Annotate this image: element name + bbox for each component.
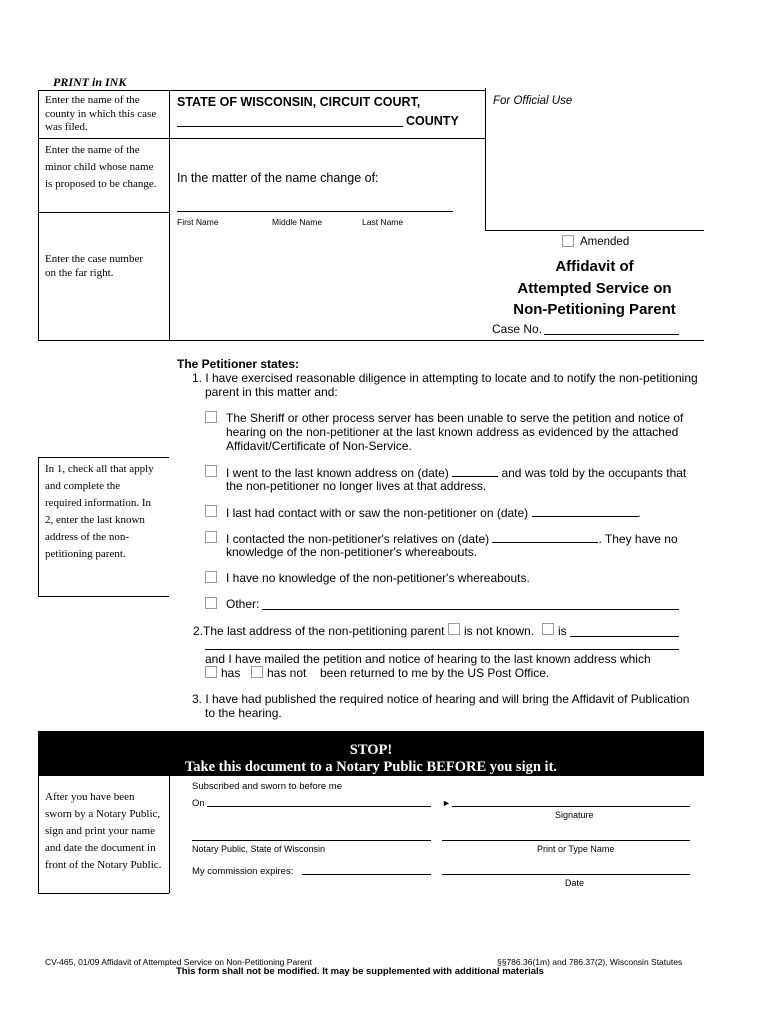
contact-text: I last had contact with or saw the non-petitioner on (date)	[226, 506, 532, 520]
commission-label: My commission expires:	[192, 866, 294, 877]
statutes: §§786.36(1m) and 786.37(2), Wisconsin Statutes	[497, 957, 683, 967]
instructions-left-rule	[38, 457, 39, 596]
sheriff-checkbox[interactable]	[205, 411, 217, 423]
county-row-rule	[38, 138, 486, 139]
header-bottom-rule	[38, 340, 704, 341]
address-date-field[interactable]	[452, 465, 498, 477]
other-label: Other:	[226, 597, 260, 611]
instructions-top-rule	[38, 457, 169, 458]
address-line-2: the non-petitioner no longer lives at that address.	[226, 479, 487, 493]
contact-checkbox[interactable]	[205, 505, 217, 517]
signature-arrow-icon: ►	[442, 798, 451, 808]
form-id: CV-465, 01/09 Affidavit of Attempted Service on Non-Petitioning Parent	[45, 957, 312, 967]
address-is-checkbox[interactable]	[542, 623, 554, 635]
has-checkbox[interactable]	[205, 666, 217, 678]
side-note-case-number: Enter the case number on the far right.	[45, 253, 144, 279]
print-name-field[interactable]	[442, 840, 690, 841]
other-checkbox[interactable]	[205, 597, 217, 609]
amended-label: Amended	[580, 236, 630, 248]
other-field[interactable]	[262, 597, 679, 610]
contact-line: I last had contact with or saw the non-petitioner on (date) .	[226, 506, 641, 520]
sheriff-line-3: Affidavit/Certificate of Non-Service.	[226, 439, 412, 453]
official-use-left-rule	[485, 88, 486, 230]
notary-public-label: Notary Public, State of Wisconsin	[192, 844, 326, 854]
commission-field[interactable]	[302, 874, 431, 875]
child-name-field[interactable]	[177, 199, 453, 212]
last-address-field-1[interactable]	[570, 624, 679, 637]
no-knowledge-checkbox[interactable]	[205, 571, 217, 583]
last-name-label: Last Name	[362, 217, 404, 227]
print-name-label: Print or Type Name	[537, 844, 615, 854]
official-use-bottom-rule	[485, 230, 704, 231]
signature-field[interactable]	[452, 806, 690, 807]
address-is-label: is	[558, 624, 567, 638]
stop-title: STOP!	[349, 742, 393, 758]
stop-subtitle: Take this document to a Notary Public BEFORE you sign it.	[184, 759, 558, 775]
notary-side-left-rule	[38, 776, 39, 893]
address-text-a: I went to the last known address on (date)	[226, 466, 453, 480]
title-line-2: Attempted Service on	[517, 279, 672, 297]
relatives-text-b: . They have no	[598, 532, 678, 546]
sheriff-line-1: The Sheriff or other process server has been unable to serve the petition and notice of	[226, 411, 684, 425]
print-in-ink: PRINT in INK	[53, 75, 127, 89]
title-line-3: Non-Petitioning Parent	[513, 301, 676, 318]
stop-banner	[38, 731, 704, 776]
item1-line1: 1. I have exercised reasonable diligence in attempting to locate and to notify the non-petitioning	[192, 371, 698, 385]
mailed-line: and I have mailed the petition and notice of hearing to the last known address which	[205, 652, 651, 666]
subscribed-label: Subscribed and sworn to before me	[192, 781, 342, 792]
no-knowledge-line: I have no knowledge of the non-petitioner's whereabouts.	[226, 571, 530, 585]
relatives-checkbox[interactable]	[205, 531, 217, 543]
court-line: STATE OF WISCONSIN, CIRCUIT COURT,	[177, 95, 421, 109]
notary-side-bottom-rule	[38, 893, 169, 894]
matter-label: In the matter of the name change of:	[177, 171, 379, 185]
returned-label: been returned to me by the US Post Office.	[320, 666, 550, 680]
header-top-rule	[38, 90, 486, 91]
middle-name-label: Middle Name	[272, 217, 323, 227]
petitioner-states: The Petitioner states:	[177, 357, 300, 371]
relatives-line-2: knowledge of the non-petitioner's whereabouts.	[226, 545, 478, 559]
official-use-label: For Official Use	[493, 95, 573, 107]
header-divider-rule	[169, 90, 170, 340]
date-label: Date	[565, 878, 585, 888]
first-name-label: First Name	[177, 217, 219, 227]
not-known-label: is not known.	[464, 624, 535, 638]
county-field[interactable]	[177, 114, 403, 127]
child-row-rule	[38, 212, 169, 213]
contact-date-field[interactable]	[532, 505, 638, 517]
relatives-line-1	[226, 531, 678, 546]
item2-line: 2.The last address of the non-petitioning parent	[193, 624, 445, 638]
sheriff-line-2: hearing on the non-petitioner at the last known address as evidenced by the attached	[226, 425, 679, 439]
case-no-field[interactable]	[544, 322, 679, 335]
relatives-date-field[interactable]	[492, 531, 598, 543]
address-checkbox[interactable]	[205, 465, 217, 477]
address-line-1	[226, 465, 686, 480]
on-label: On	[192, 798, 205, 809]
amended-checkbox[interactable]	[562, 235, 574, 247]
date-field[interactable]	[442, 874, 690, 875]
has-label: has	[221, 666, 241, 680]
notary-public-field[interactable]	[192, 840, 431, 841]
side-note-check-all: In 1, check all that apply and complete the required information. In 2, enter the last known address of the non-petitioning parent.	[45, 463, 154, 560]
notary-side-right-rule	[169, 776, 170, 893]
signature-label: Signature	[555, 810, 594, 820]
item1-line2: parent in this matter and:	[205, 385, 338, 399]
has-not-label: has not	[267, 666, 307, 680]
header-left-rule	[38, 90, 39, 340]
item3-line2: to the hearing.	[205, 706, 282, 720]
item3-line1: 3. I have had published the required notice of hearing and will bring the Affidavit of Publication	[192, 692, 690, 706]
county-label: COUNTY	[406, 114, 459, 128]
case-no-label: Case No.	[492, 322, 543, 336]
last-address-field-2[interactable]	[205, 649, 679, 650]
title-line-1: Affidavit of	[555, 258, 634, 275]
instructions-bottom-rule	[38, 596, 169, 597]
side-note-notary: After you have been sworn by a Notary Public, sign and print your name and date the document in front of the Notary Public.	[45, 791, 162, 871]
sworn-date-field[interactable]	[207, 806, 431, 807]
not-modified-notice: This form shall not be modified. It may be supplemented with additional materials	[176, 966, 544, 977]
has-not-checkbox[interactable]	[251, 666, 263, 678]
not-known-checkbox[interactable]	[448, 623, 460, 635]
form-title	[485, 256, 704, 321]
side-note-child: Enter the name of the minor child whose name is proposed to be change.	[45, 144, 157, 190]
relatives-text-a: I contacted the non-petitioner's relatives on (date)	[226, 532, 493, 546]
address-text-b: and was told by the occupants that	[498, 466, 687, 480]
side-note-county: Enter the name of the county in which this case was filed.	[45, 94, 157, 133]
